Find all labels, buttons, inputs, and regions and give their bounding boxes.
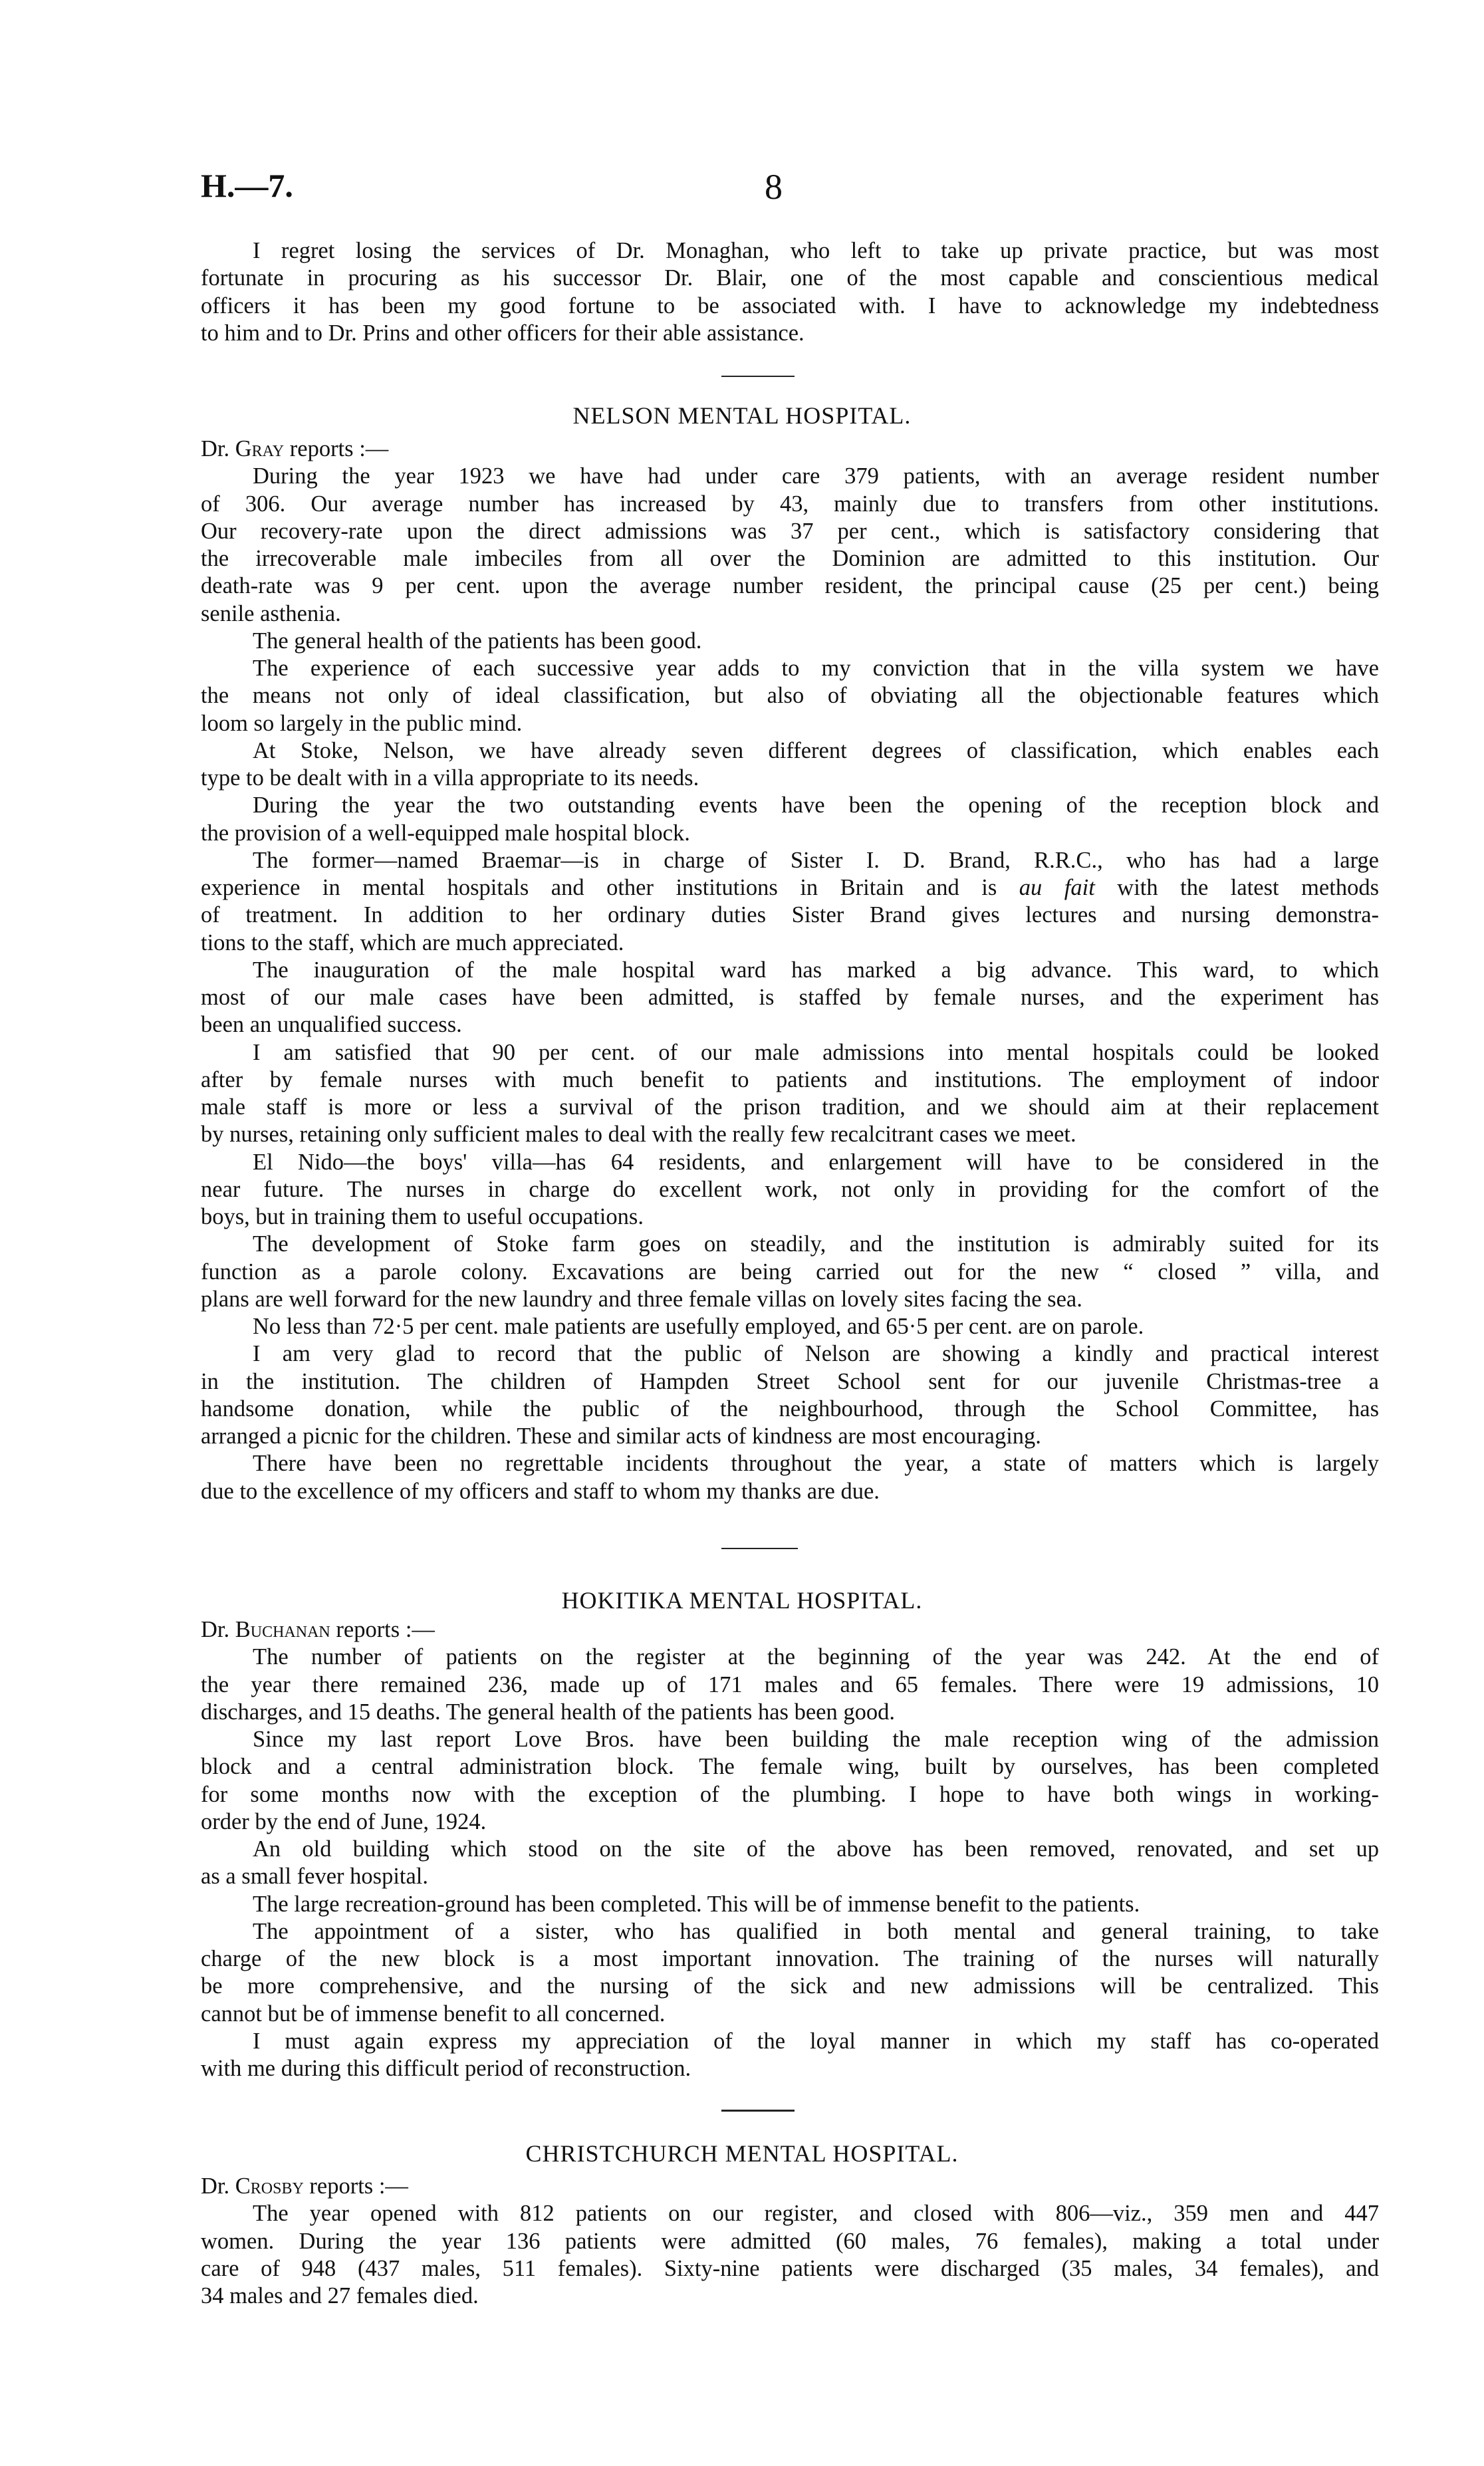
text-line: cannot but be of immense benefit to all concerned. bbox=[201, 2001, 666, 2027]
text-line: by nurses, retaining only sufficient males to deal with the really few recalcitrant cases we meet. bbox=[201, 1122, 1076, 1148]
text-line: The experience of each successive year adds to my conviction that in the villa system we have bbox=[253, 656, 1379, 681]
text-line: be more comprehensive, and the nursing of the sick and new admissions will be centralized. This bbox=[201, 1973, 1379, 1999]
text-span: with the latest methods bbox=[1094, 875, 1380, 900]
text-line: near future. The nurses in charge do excellent work, not only in providing for the comfort of the bbox=[201, 1176, 1379, 1202]
text-span: experience in mental hospitals and other institutions in Britain and is bbox=[201, 875, 1019, 900]
paragraph bbox=[201, 1836, 1379, 1891]
paragraph bbox=[201, 1340, 1379, 1450]
section-intro bbox=[201, 237, 1379, 347]
heading-hokitika: HOKITIKA MENTAL HOSPITAL. bbox=[561, 1587, 923, 1614]
text-span: reports :— bbox=[330, 1617, 435, 1642]
text-line: most of our male cases have been admitted, is staffed by female nurses, and the experiment has bbox=[201, 985, 1379, 1010]
text-span: Dr. bbox=[201, 1617, 235, 1642]
paragraph bbox=[201, 2200, 1379, 2310]
text-line: The former—named Braemar—is in charge of Sister I. D. Brand, R.R.C., who has had a large bbox=[253, 847, 1379, 873]
text-line bbox=[201, 874, 1379, 902]
text-line: The inauguration of the male hospital ward has marked a big advance. This ward, to which bbox=[253, 957, 1379, 983]
text-span: Dr. bbox=[201, 436, 235, 461]
text-line: 34 males and 27 females died. bbox=[201, 2283, 479, 2308]
text-line: type to be dealt with in a villa appropriate to its needs. bbox=[201, 765, 699, 791]
text-line: women. During the year 136 patients were admitted (60 males, 76 females), making a total under bbox=[201, 2228, 1379, 2254]
text-line: the irrecoverable male imbeciles from all over the Dominion are admitted to this institution. Our bbox=[201, 546, 1379, 571]
text-line: after by female nurses with much benefit to patients and institutions. The employment of indoor bbox=[201, 1066, 1379, 1092]
doctor-name: Buchanan bbox=[235, 1617, 330, 1642]
text-line: Since my last report Love Bros. have been building the male reception wing of the admission bbox=[253, 1727, 1379, 1752]
text-line bbox=[201, 1616, 1379, 1644]
doctor-name: Gray bbox=[235, 436, 285, 461]
text-line: I regret losing the services of Dr. Monaghan, who left to take up private practice, but was most bbox=[253, 238, 1379, 263]
text-line: During the year 1923 we have had under care 379 patients, with an average resident number bbox=[253, 463, 1379, 489]
text-line: I am very glad to record that the public of Nelson are showing a kindly and practical interest bbox=[253, 1341, 1379, 1367]
paragraph bbox=[201, 237, 1379, 347]
text-line: officers it has been my good fortune to be associated with. I have to acknowledge my indebtedness bbox=[201, 293, 1379, 318]
text-line: loom so largely in the public mind. bbox=[201, 710, 523, 736]
page-number: 8 bbox=[765, 167, 783, 207]
text-line: of 306. Our average number has increased by 43, mainly due to transfers from other institutions. bbox=[201, 491, 1379, 517]
paragraph bbox=[201, 1313, 1379, 1340]
text-line: due to the excellence of my officers and staff to whom my thanks are due. bbox=[201, 1478, 880, 1504]
text-line: El Nido—the boys' villa—has 64 residents, and enlargement will have to be considered in the bbox=[253, 1149, 1379, 1175]
text-line: The number of patients on the register at the beginning of the year was 242. At the end of bbox=[253, 1644, 1379, 1670]
section-hokitika bbox=[201, 1616, 1379, 2082]
text-line: Our recovery-rate upon the direct admissions was 37 per cent., which is satisfactory considering that bbox=[201, 518, 1379, 544]
text-line: as a small fever hospital. bbox=[201, 1864, 429, 1890]
text-line: The appointment of a sister, who has qualified in both mental and general training, to take bbox=[253, 1918, 1379, 1944]
paragraph bbox=[201, 463, 1379, 628]
text-line: There have been no regrettable incidents throughout the year, a state of matters which is largely bbox=[253, 1451, 1379, 1477]
italic-phrase: au fait bbox=[1019, 875, 1095, 900]
text-line: handsome donation, while the public of the neighbourhood, through the School Committee, has bbox=[201, 1396, 1379, 1421]
text-line: male staff is more or less a survival of the prison tradition, and we should aim at their replacement bbox=[201, 1094, 1379, 1120]
section-christchurch bbox=[201, 2173, 1379, 2310]
reporter-line bbox=[201, 1616, 1379, 1644]
paragraph bbox=[201, 847, 1379, 957]
text-line: discharges, and 15 deaths. The general health of the patients has been good. bbox=[201, 1699, 895, 1725]
text-line: the year there remained 236, made up of 171 males and 65 females. There were 19 admissions, 10 bbox=[201, 1671, 1379, 1697]
text-line: order by the end of June, 1924. bbox=[201, 1808, 487, 1834]
text-line: senile asthenia. bbox=[201, 600, 341, 626]
paragraph bbox=[201, 737, 1379, 793]
text-line: No less than 72·5 per cent. male patients are usefully employed, and 65·5 per cent. are on parole. bbox=[253, 1314, 1144, 1339]
paragraph bbox=[201, 1039, 1379, 1149]
text-line bbox=[201, 435, 1379, 463]
reporter-line bbox=[201, 435, 1379, 463]
text-line: plans are well forward for the new laundry and three female villas on lovely sites facing the sea. bbox=[201, 1286, 1082, 1312]
heading-nelson: NELSON MENTAL HOSPITAL. bbox=[572, 402, 912, 429]
text-span: reports :— bbox=[303, 2173, 408, 2199]
text-line: to him and to Dr. Prins and other officers for their able assistance. bbox=[201, 320, 804, 346]
text-line bbox=[201, 2173, 1379, 2200]
text-line: block and a central administration block. The female wing, built by ourselves, has been completed bbox=[201, 1754, 1379, 1780]
text-line: The development of Stoke farm goes on steadily, and the institution is admirably suited for its bbox=[253, 1231, 1379, 1257]
text-line: I am satisfied that 90 per cent. of our male admissions into mental hospitals could be looked bbox=[253, 1039, 1379, 1065]
text-span: Dr. bbox=[201, 2173, 235, 2199]
paragraph bbox=[201, 1891, 1379, 1918]
text-line: of treatment. In addition to her ordinary duties Sister Brand gives lectures and nursing demonstra- bbox=[201, 902, 1379, 928]
text-line: boys, but in training them to useful occupations. bbox=[201, 1204, 644, 1229]
paragraph bbox=[201, 1231, 1379, 1313]
paragraph bbox=[201, 1726, 1379, 1836]
paragraph bbox=[201, 957, 1379, 1039]
text-line: fortunate in procuring as his successor Dr. Blair, one of the most capable and conscientious medical bbox=[201, 265, 1379, 291]
paragraph bbox=[201, 1149, 1379, 1231]
text-line: death-rate was 9 per cent. upon the average number resident, the principal cause (25 per cent.) being bbox=[201, 573, 1379, 599]
paragraph bbox=[201, 655, 1379, 737]
text-line: the provision of a well-equipped male hospital block. bbox=[201, 820, 690, 846]
text-line: charge of the new block is a most important innovation. The training of the nurses will naturally bbox=[201, 1946, 1379, 1971]
paragraph bbox=[201, 1918, 1379, 2028]
text-line: for some months now with the exception of the plumbing. I hope to have both wings in working- bbox=[201, 1781, 1379, 1807]
document-reference: H.—7. bbox=[201, 167, 293, 204]
text-line: tions to the staff, which are much appreciated. bbox=[201, 929, 624, 955]
paragraph bbox=[201, 1644, 1379, 1726]
text-line: function as a parole colony. Excavations are being carried out for the new “ closed ” villa, and bbox=[201, 1259, 1379, 1285]
paragraph bbox=[201, 792, 1379, 847]
text-line: with me during this difficult period of reconstruction. bbox=[201, 2056, 691, 2081]
text-line: care of 948 (437 males, 511 females). Sixty-nine patients were discharged (35 males, 34 females), and bbox=[201, 2255, 1379, 2281]
section-divider bbox=[721, 1548, 798, 1549]
paragraph bbox=[201, 1450, 1379, 1505]
text-line: in the institution. The children of Hampden Street School sent for our juvenile Christmas-tree a bbox=[201, 1368, 1379, 1394]
text-line: The large recreation-ground has been completed. This will be of immense benefit to the patients. bbox=[253, 1891, 1140, 1917]
paragraph bbox=[201, 2028, 1379, 2083]
doctor-name: Crosby bbox=[235, 2173, 304, 2199]
reporter-line bbox=[201, 2173, 1379, 2200]
heading-christchurch: CHRISTCHURCH MENTAL HOSPITAL. bbox=[525, 2140, 959, 2167]
paragraph bbox=[201, 628, 1379, 655]
text-line: An old building which stood on the site of the above has been removed, renovated, and set up bbox=[253, 1836, 1379, 1862]
section-divider bbox=[721, 2110, 795, 2112]
text-line: At Stoke, Nelson, we have already seven different degrees of classification, which enables each bbox=[253, 737, 1379, 763]
text-line: The general health of the patients has been good. bbox=[253, 628, 702, 654]
text-line: been an unqualified success. bbox=[201, 1012, 462, 1038]
section-nelson bbox=[201, 435, 1379, 1505]
text-line: the means not only of ideal classification, but also of obviating all the objectionable features which bbox=[201, 683, 1379, 709]
text-span: reports :— bbox=[284, 436, 389, 461]
section-divider bbox=[721, 376, 795, 377]
text-line: arranged a picnic for the children. These and similar acts of kindness are most encouraging. bbox=[201, 1423, 1041, 1449]
text-line: The year opened with 812 patients on our register, and closed with 806—viz., 359 men and 447 bbox=[253, 2201, 1379, 2227]
text-line: I must again express my appreciation of the loyal manner in which my staff has co-operated bbox=[253, 2028, 1379, 2054]
text-line: During the year the two outstanding events have been the opening of the reception block and bbox=[253, 793, 1379, 818]
